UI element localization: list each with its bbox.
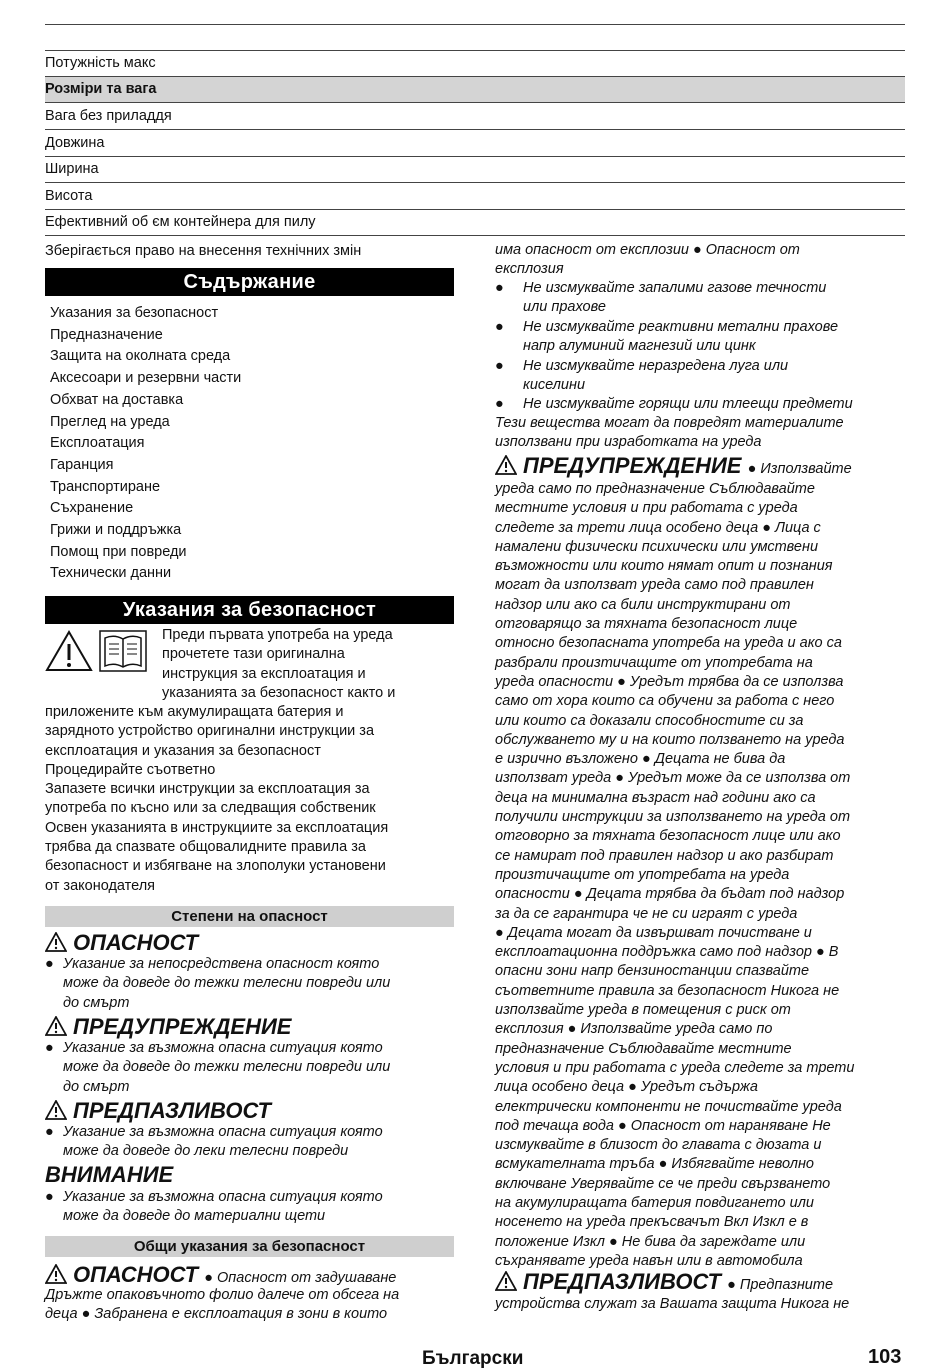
toc-item[interactable]: Транспортиране: [50, 478, 161, 495]
spec-note: Зберігається право на внесення технічних змін: [45, 243, 362, 259]
text-line: Не изсмуквайте запалими газове течности: [523, 280, 827, 296]
toc-list: [50, 303, 241, 585]
general-text: [45, 1286, 460, 1325]
text-line: Тези вещества могат да повредят материалите: [495, 415, 844, 431]
danger-label: ОПАСНОСТ: [73, 1262, 199, 1287]
text-line: следете за трети лица особено деца ● Лица с: [495, 519, 821, 536]
general-danger-heading: [45, 1262, 396, 1288]
toc-item[interactable]: Технически данни: [50, 565, 172, 582]
text-line: употреба по късно или за следващия собственик: [45, 800, 376, 817]
toc-item[interactable]: Обхват на доставка: [50, 391, 184, 408]
text-line: Не изсмуквайте горящи или тлеещи предмети: [523, 396, 853, 412]
warning-triangle-icon: [45, 1100, 67, 1120]
bullet-icon: ●: [45, 956, 54, 972]
bullet-icon: ●: [45, 1189, 54, 1205]
text-line: е изрично възложено ● Децата не бива да: [495, 751, 786, 768]
text-line: възможности или които нямат опит и познания: [495, 558, 833, 575]
text-line: приложените към акумулиращата батерия и: [45, 704, 344, 720]
table-rule: [45, 209, 905, 210]
inline-text: ● Предпазните: [727, 1277, 834, 1293]
text-line: само от хора които са обучени за работа с него: [495, 693, 835, 710]
text-line: носенето на уреда прекъсвачът Вкл Изкл е в: [495, 1214, 809, 1231]
danger-heading: [45, 930, 198, 956]
right-top-text: [495, 241, 907, 280]
text-line: Указание за непосредствена опасност която: [63, 956, 380, 972]
caution-heading: [45, 1098, 271, 1124]
spec-row-width: Ширина: [45, 161, 99, 177]
notice-heading: ВНИМАНИЕ: [45, 1162, 174, 1187]
table-rule: [45, 182, 905, 183]
spec-section-dimensions: Розміри та вага: [45, 77, 905, 102]
text-line: може да доведе до леки телесни повреди: [63, 1143, 349, 1160]
toc-item[interactable]: Защита на околната среда: [50, 348, 231, 365]
text-line: експлозия: [495, 261, 564, 278]
bullet-icon: ●: [45, 1124, 54, 1140]
bullet-icon: ●: [495, 280, 504, 296]
general-safety-title: Общи указания за безопасност: [45, 1236, 454, 1257]
toc-item[interactable]: Предназначение: [50, 326, 163, 343]
text-line: електрически компоненти не почиствайте уреда: [495, 1098, 842, 1115]
text-line: съответните правила за безопасност Никога не: [495, 982, 840, 999]
safety-body: [45, 703, 460, 896]
text-line: условия и при работата с уреда следете за трети: [495, 1059, 855, 1076]
text-line: указанията за безопасност както и: [162, 684, 396, 701]
right-after-bullets: [495, 414, 907, 453]
text-line: Освен указанията в инструкциите за експлоатация: [45, 819, 389, 836]
caution-label: ПРЕДПАЗЛИВОСТ: [523, 1269, 721, 1294]
table-rule: [45, 102, 905, 103]
toc-item[interactable]: Гаранция: [50, 456, 114, 473]
text-line: инструкция за експлоатация и: [162, 665, 366, 682]
bullet-icon: ●: [495, 396, 504, 412]
spec-row-dust-container: Ефективний об єм контейнера для пилу: [45, 214, 316, 230]
text-line: Не изсмуквайте реактивни метални прахове: [523, 319, 839, 335]
text-line: ● Децата могат да извършват почистване и: [495, 924, 812, 941]
warning-triangle-icon: [45, 1264, 67, 1284]
text-line: отговорно за тяхната безопасност лице или ако: [495, 828, 841, 845]
toc-item[interactable]: Експлоатация: [50, 435, 145, 452]
text-line: разбрали произтичащите от употребата на: [495, 654, 813, 671]
inline-text: ● Използвайте: [747, 461, 852, 477]
danger-levels-title: Степени на опасност: [45, 906, 454, 927]
text-line: експлоатация и указания за безопасност: [45, 742, 321, 759]
warning-triangle-icon: [45, 932, 67, 952]
text-line: обслужването му и на които ползването на уреда: [495, 731, 845, 748]
text-line: или прахове: [523, 299, 606, 316]
text-line: използвайте уреда в помещения с риск от: [495, 1002, 791, 1019]
text-line: Процедирайте съответно: [45, 761, 216, 778]
text-line: относно безопасната употреба на уреда и ако са: [495, 635, 842, 652]
text-line: може да доведе до материални щети: [63, 1208, 326, 1225]
text-line: деца ● Забранена е експлоатация в зони в които: [45, 1306, 388, 1323]
text-line: Дръжте опаковъчното фолио далече от обсега на: [45, 1287, 400, 1303]
text-line: до смърт: [63, 1078, 130, 1095]
text-line: Преди първата употреба на уреда: [162, 627, 393, 643]
text-line: зарядното устройство оригинални инструкции за: [45, 723, 375, 740]
right-caution-heading: [495, 1271, 833, 1295]
warning-triangle-icon: [495, 1271, 517, 1291]
warning-triangle-icon: [45, 630, 93, 672]
right-caution-body: [495, 1295, 907, 1314]
safety-intro: [162, 626, 462, 703]
text-line: съхранявате уреда навън или в автомобила: [495, 1252, 803, 1269]
text-line: прочетете тази оригинална: [162, 646, 345, 663]
text-line: Не изсмуквайте неразредена луга или: [523, 358, 789, 374]
footer-language: Български: [422, 1348, 524, 1369]
text-line: напр алуминий магнезий или цинк: [523, 338, 756, 355]
text-line: лица особено деца ● Уредът съдържа: [495, 1079, 758, 1096]
text-line: Запазете всички инструкции за експлоатация за: [45, 781, 370, 798]
warning-label: ПРЕДУПРЕЖДЕНИЕ: [523, 453, 742, 478]
text-line: отговарящо за тяхната безопасност лице: [495, 616, 798, 633]
text-line: използвани при изработката на уреда: [495, 434, 762, 451]
toc-item[interactable]: Помощ при повреди: [50, 543, 187, 560]
text-line: за да се гарантира че не си играят с уреда: [495, 905, 798, 922]
bullet-icon: ●: [45, 1040, 54, 1056]
toc-item[interactable]: Указания за безопасност: [50, 305, 219, 321]
text-line: деца на минимална възраст над години ако са: [495, 789, 816, 806]
text-line: опасни зони напр бензиностанции спазвайте: [495, 963, 810, 980]
table-rule: [45, 235, 905, 236]
text-line: може да доведе до тежки телесни повреди или: [63, 975, 391, 992]
spec-row-power: Потужність макс: [45, 55, 156, 71]
right-warning-body: [495, 480, 907, 1271]
text-line: Указание за възможна опасна ситуация която: [63, 1040, 383, 1056]
text-line: трябва да спазвате общовалидните правила за: [45, 839, 366, 856]
spec-row-height: Висота: [45, 188, 93, 204]
text-line: Указание за възможна опасна ситуация която: [63, 1189, 383, 1205]
text-line: под течаща вода ● Опасност от нараняване Не: [495, 1117, 831, 1134]
text-line: до смърт: [63, 994, 130, 1011]
text-line: положение Изкл ● Не бива да зареждате или: [495, 1233, 806, 1250]
text-line: Указание за възможна опасна ситуация която: [63, 1124, 383, 1140]
text-line: предназначение Съблюдавайте местните: [495, 1040, 792, 1057]
text-line: всмукателната тръба ● Избягвайте неволно: [495, 1156, 814, 1173]
text-line: експлозия ● Използвайте уреда само по: [495, 1021, 773, 1038]
toc-item[interactable]: Грижи и поддръжка: [50, 522, 182, 539]
right-warning-heading: [495, 455, 852, 479]
text-line: на акумулиращата батерия повдигането или: [495, 1194, 814, 1211]
text-line: от законодателя: [45, 877, 156, 894]
warning-heading: [45, 1014, 291, 1040]
spec-row-length: Довжина: [45, 135, 105, 151]
text-line: киселини: [523, 377, 586, 394]
warning-label: ПРЕДУПРЕЖДЕНИЕ: [73, 1014, 292, 1039]
text-line: се намират под правилен надзор и ако разбират: [495, 847, 834, 864]
text-line: местните условия и при работата с уреда: [495, 500, 798, 517]
text-line: получили инструкции за използването на уреда от: [495, 809, 851, 826]
safety-title: Указания за безопасност: [45, 596, 454, 624]
text-line: има опасност от експлозии ● Опасност от: [495, 242, 800, 258]
bullet-icon: ●: [495, 319, 504, 335]
text-line: може да доведе до тежки телесни повреди или: [63, 1059, 391, 1076]
text-line: експлоатационна поддръжка само под надзор ● В: [495, 944, 839, 961]
toc-item[interactable]: Преглед на уреда: [50, 413, 170, 430]
danger-label: ОПАСНОСТ: [73, 930, 199, 955]
top-rule: [45, 24, 905, 25]
text-line: изсмуквайте в близост до главата с дюзата и: [495, 1137, 822, 1154]
caution-label: ПРЕДПАЗЛИВОСТ: [73, 1098, 271, 1123]
text-line: намалени физически психически или умствени: [495, 538, 819, 555]
table-rule: [45, 156, 905, 157]
spec-row-weight: Вага без приладдя: [45, 108, 172, 124]
text-line: използват уреда ● Уредът може да се използва от: [495, 770, 851, 787]
text-line: произтичащите от употребата на уреда: [495, 866, 790, 883]
text-line: включване Уверявайте се че преди свързването: [495, 1175, 831, 1192]
bullet-icon: ●: [495, 358, 504, 374]
warning-triangle-icon: [45, 1016, 67, 1036]
inline-text: ● Опасност от задушаване: [204, 1270, 397, 1286]
text-line: надзор или ако са били инструктирани от: [495, 596, 791, 613]
table-rule: [45, 129, 905, 130]
text-line: уреда опасности ● Уредът трябва да се използва: [495, 673, 844, 690]
text-line: опасности ● Децата трябва да бъдат под надзор: [495, 886, 845, 903]
table-rule: [45, 50, 905, 51]
toc-item[interactable]: Съхранение: [50, 500, 134, 517]
text-line: устройства служат за Вашата защита Никога не: [495, 1296, 850, 1312]
read-manual-book-icon: [99, 630, 147, 672]
text-line: могат да използват уреда само под правилен: [495, 577, 814, 594]
warning-triangle-icon: [495, 455, 517, 475]
text-line: уреда само по предназначение Съблюдавайте: [495, 481, 815, 497]
toc-title: Съдържание: [45, 268, 454, 296]
text-line: безопасност и избягване на злополуки установени: [45, 858, 386, 875]
text-line: или които са доказали способностите си за: [495, 712, 804, 729]
toc-item[interactable]: Аксесоари и резервни части: [50, 370, 242, 387]
page-number: 103: [868, 1346, 902, 1368]
